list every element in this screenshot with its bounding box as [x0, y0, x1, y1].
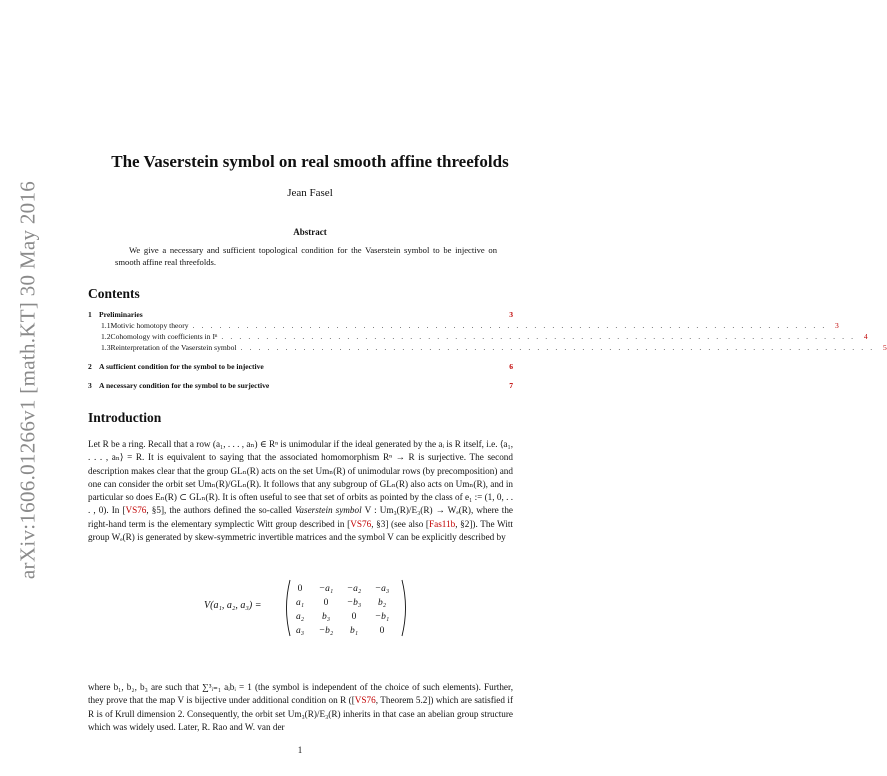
paper-author: Jean Fasel	[287, 187, 333, 199]
arxiv-stamp-text: arXiv:1606.01266v1 [math.KT] 30 May 2016	[15, 180, 40, 580]
matrix-cell: −a₁	[318, 584, 334, 594]
toc-entry-1-2[interactable]: 1.2 Cohomology with coefficients in Iⁿ . . . . . . . . . . . . . . . . . . . . . . . . . . . . . . . . . . . . . . . . . . . . . . . . . . . . . . . . . . . . . . . . . . . . . . . 4	[101, 332, 868, 341]
vaserstein-formula	[0, 578, 600, 638]
toc-number: 2	[88, 362, 92, 371]
citation-link[interactable]: Fas11b	[429, 518, 456, 529]
toc-page-link[interactable]: 7	[509, 381, 513, 390]
formula-lhs: V(a₁, a₂, a₃) =	[204, 600, 262, 611]
toc-number: 3	[88, 381, 92, 390]
intro-text: V : Um₃(R)/E₃(R) → Wₑ(R), where the right-hand term is the elementary symplectic Witt group described in [	[88, 505, 514, 529]
toc-page-link[interactable]: 3	[835, 321, 839, 330]
intro-text: Let R be a ring. Recall that a row (a₁, . . . , aₙ) ∈ Rⁿ is unimodular if the ideal generated by the aᵢ is R itself, i.e. ⟨a₁, . . . , aₙ⟩ = R. It is equivalent to saying that the associated homomorphism Rⁿ → R is surjective. The second description makes clear that the group GLₙ(R) acts on the set Umₙ(R) of unimodular rows (by precomposition) and one can consider the orbit set Umₙ(R)/GLₙ(R). It follows that any subgroup of GLₙ(R) also acts on Umₙ(R), and in particular so does Eₙ(R) ⊂ GLₙ(R). It is often useful to see that set of orbits as pointed by the class of e₁ := (1, 0, . . . , 0). In [	[88, 439, 513, 516]
toc-entry-3[interactable]	[88, 381, 513, 392]
toc-entry-2[interactable]	[88, 362, 513, 373]
citation-link[interactable]: VS76	[354, 695, 376, 706]
paper-title: The Vaserstein symbol on real smooth affine threefolds	[111, 152, 509, 171]
toc-number: 1	[88, 310, 92, 319]
intro-text: , §3] (see also [	[371, 518, 429, 529]
formula-matrix	[282, 578, 412, 638]
toc-page-link[interactable]: 5	[882, 343, 887, 352]
toc-label: Preliminaries	[99, 310, 143, 319]
matrix-cell: 0	[351, 612, 357, 622]
matrix-cell: 0	[323, 598, 329, 608]
matrix-cell: −b₃	[346, 598, 362, 608]
toc-label: A necessary condition for the symbol to be surjective	[99, 381, 270, 390]
matrix-cell: a₁	[295, 598, 305, 608]
toc-number: 1.1	[101, 321, 111, 330]
citation-link[interactable]: VS76	[350, 518, 372, 529]
toc-label: Reinterpretation of the Vaserstein symbol	[110, 343, 237, 352]
toc-entry-1[interactable]	[88, 310, 513, 321]
intro-paragraph-2	[88, 681, 513, 734]
toc-entry-1-1[interactable]: 1.1 Motivic homotopy theory . . . . . . . . . . . . . . . . . . . . . . . . . . . . . . . . . . . . . . . . . . . . . . . . . . . . . . . . . . . . . . . . . . . . . . . 3	[101, 321, 839, 330]
matrix-cell: 0	[379, 626, 385, 636]
toc-number: 1.2	[101, 332, 111, 341]
abstract-text: We give a necessary and sufficient topological condition for the Vaserstein symbol to be injective on smooth affine real threefolds.	[115, 245, 497, 267]
matrix-cell: −b₂	[318, 626, 334, 636]
matrix-cell: −a₃	[374, 584, 390, 594]
toc-number: 1.3	[101, 343, 111, 352]
matrix-cell: b₃	[321, 612, 331, 622]
contents-heading: Contents	[88, 286, 140, 301]
matrix-cell: a₃	[295, 626, 305, 636]
intro-text: , Theorem 5.2]) which are satisfied if R is of Krull dimension 2. Consequently, the orbit set Um₃(R)/E₃(R) inherits in that case an abelian group structure which was widely used. Later, R. Rao and W. van der	[88, 695, 514, 732]
matrix-cell: −a₂	[346, 584, 362, 594]
toc-entry-1-3[interactable]: 1.3 Reinterpretation of the Vaserstein symbol . . . . . . . . . . . . . . . . . . . . . . . . . . . . . . . . . . . . . . . . . . . . . . . . . . . . . . . . . . . . . . . . . . . . . . . 5	[101, 343, 887, 352]
term-emphasis: Vaserstein symbol	[294, 505, 362, 516]
toc-label: A sufficient condition for the symbol to be injective	[99, 362, 264, 371]
intro-text: , §2]). The Witt group Wₑ(R) is generated by skew-symmetric invertible matrices and the symbol V can be explicitly described by	[88, 518, 513, 543]
toc-page-link[interactable]: 4	[863, 332, 868, 341]
introduction-heading: Introduction	[88, 410, 162, 425]
citation-link[interactable]: VS76	[125, 505, 147, 516]
intro-text: , §5], the authors defined the so-called	[146, 505, 295, 516]
intro-text: where b₁, b₂, b₃ are such that ∑³ᵢ₌₁ aᵢbᵢ = 1 (the symbol is independent of the choice of such elements). Further, they prove that the map V is bijective under additional condition on R ([	[88, 682, 513, 706]
matrix-cell: 0	[297, 584, 303, 594]
intro-paragraph-1	[88, 438, 513, 544]
matrix-cell: b₂	[377, 598, 387, 608]
matrix-cell: b₁	[349, 626, 359, 636]
abstract-heading: Abstract	[293, 227, 327, 237]
toc-label: Motivic homotopy theory	[110, 321, 189, 330]
right-paren	[402, 580, 406, 636]
page-number: 1	[297, 745, 303, 755]
toc-page-link[interactable]: 6	[509, 362, 513, 371]
left-paren	[287, 580, 291, 636]
toc-label: Cohomology with coefficients in Iⁿ	[110, 332, 218, 341]
matrix-cell: a₂	[295, 612, 305, 622]
matrix-cell: −b₁	[374, 612, 390, 622]
arxiv-stamp	[8, 180, 48, 580]
toc-page-link[interactable]: 3	[509, 310, 513, 319]
